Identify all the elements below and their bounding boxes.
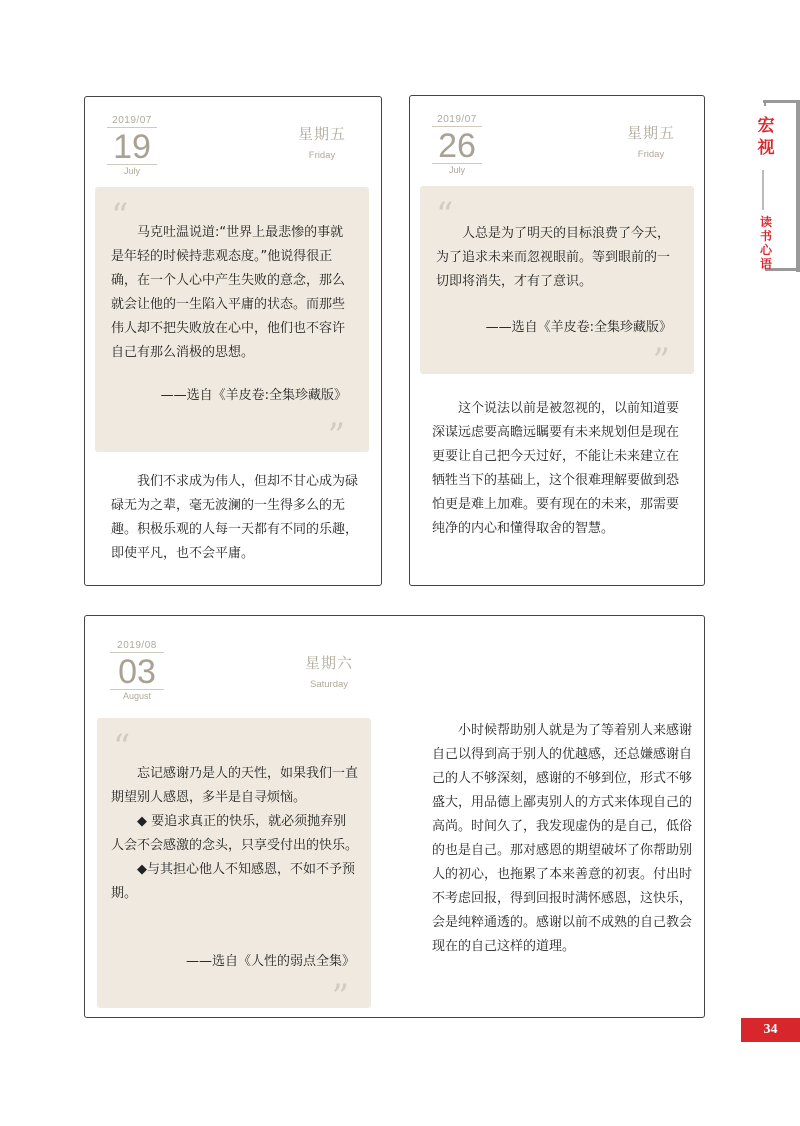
- weekday-zh: 星期五: [297, 125, 346, 143]
- date-year-month: 2019/07: [107, 115, 157, 128]
- calendar-card-0803: [84, 615, 705, 1018]
- date-day: 19: [113, 128, 151, 166]
- quote-paragraph: ◆与其担心他人不知感恩，不如不予预期。: [111, 862, 355, 901]
- date-block: [107, 115, 157, 176]
- date-day: 26: [438, 127, 476, 165]
- quote-paragraph: 马克吐温说道:“世界上最悲惨的事就是年轻的时候持悲观态度。”他说得很正确，在一个人心中产生失败的意念，那么就会让他的一生陷入平庸的状态。而那些伟人却不把失败放在心中，他们也不容许自己有那么消极的思想。: [111, 225, 346, 360]
- section-subtitle: [754, 215, 778, 271]
- quote-text: [436, 222, 680, 294]
- quote-text: [111, 762, 359, 906]
- section-title-char: 宏: [757, 116, 775, 136]
- quote-paragraph: 忘记感谢乃是人的天性，如果我们一直期望别人感恩，多半是自寻烦恼。: [111, 766, 359, 805]
- sidebar-rule-tick: [764, 100, 766, 106]
- reflection-paragraph: 小时候帮助别人就是为了等着别人来感谢自己以得到高于别人的优越感，还总嫌感谢自己的人不够深刻，感谢的不够到位，形式不够盛大，用品德上鄙夷别人的方式来体现自己的高尚。时间久了，我发现虚伪的是自己，低俗的也是自己。那对感恩的期望破坏了你帮助别人的初心，也拖累了本来善意的初衷。付出时不考虑回报，得到回报时满怀感恩，这快乐，会是纯粹通透的。感谢以前不成熟的自己教会现在的自己这样的道理。: [432, 723, 693, 954]
- section-title-char: 视: [757, 138, 775, 158]
- reflection-text: [432, 397, 690, 541]
- date-month: July: [107, 164, 157, 176]
- open-quote-icon: “: [111, 196, 125, 236]
- section-title: [754, 115, 778, 159]
- weekday-en: Friday: [308, 150, 336, 161]
- page-number: 34: [741, 1018, 800, 1042]
- weekday-en: Saturday: [309, 679, 349, 690]
- reflection-text: [432, 719, 692, 959]
- section-subtitle-char: 语: [759, 257, 772, 271]
- close-quote-icon: ”: [331, 977, 345, 1017]
- quote-paragraph: ◆ 要追求真正的快乐，就必须抛弃别人会不会感激的念头，只享受付出的快乐。: [111, 814, 359, 853]
- date-block: [110, 640, 164, 701]
- open-quote-icon: “: [113, 727, 127, 767]
- reflection-text: [111, 470, 365, 566]
- section-subtitle-char: 读: [759, 215, 772, 229]
- sidebar-rule-right: [796, 100, 800, 272]
- reflection-paragraph: 这个说法以前是被忽视的，以前知道要深谋远虑要高瞻远瞩要有未来规划但是现在更要让自己把今天过好，不能让未来建立在牺牲当下的基础上，这个很难理解要做到恐怕更是难上加难。要有现在的未来，那需要纯净的内心和懂得取舍的智慧。: [432, 401, 680, 536]
- quote-box: [95, 187, 369, 456]
- quote-source: ——选自《羊皮卷:全集珍藏版》: [160, 388, 347, 403]
- date-year-month: 2019/07: [432, 114, 482, 127]
- close-quote-icon: ”: [327, 416, 341, 456]
- quote-box: [97, 718, 371, 1017]
- weekday-block: [292, 652, 366, 690]
- quote-source: ——选自《人性的弱点全集》: [185, 954, 355, 969]
- quote-text: [111, 221, 355, 365]
- quote-source: ——选自《羊皮卷:全集珍藏版》: [485, 320, 672, 335]
- weekday-block: [285, 123, 359, 161]
- quote-paragraph: 人总是为了明天的目标浪费了今天，为了追求未来而忽视眼前。等到眼前的一切即将消失，才有了意识。: [436, 226, 671, 289]
- date-year-month: 2019/08: [110, 640, 164, 653]
- calendar-card-0726: [409, 95, 705, 586]
- quote-box: [420, 186, 694, 381]
- open-quote-icon: “: [436, 195, 450, 235]
- date-block: [432, 114, 482, 175]
- reflection-paragraph: 我们不求成为伟人，但却不甘心成为碌碌无为之辈，毫无波澜的一生得多么的无趣。积极乐观的人每一天都有不同的乐趣，即使平凡，也不会平庸。: [111, 474, 359, 561]
- calendar-card-0719: [84, 96, 382, 586]
- date-day: 03: [118, 653, 156, 691]
- close-quote-icon: ”: [652, 341, 666, 381]
- weekday-block: [614, 122, 688, 160]
- weekday-zh: 星期六: [304, 654, 353, 672]
- section-subtitle-char: 书: [759, 229, 772, 243]
- sidebar-rule-top: [763, 100, 800, 103]
- weekday-zh: 星期五: [626, 124, 675, 142]
- section-subtitle-char: 心: [759, 243, 772, 257]
- date-month: August: [110, 689, 164, 701]
- sidebar-rule-divider: [762, 170, 764, 210]
- date-month: July: [432, 163, 482, 175]
- weekday-en: Friday: [637, 149, 665, 160]
